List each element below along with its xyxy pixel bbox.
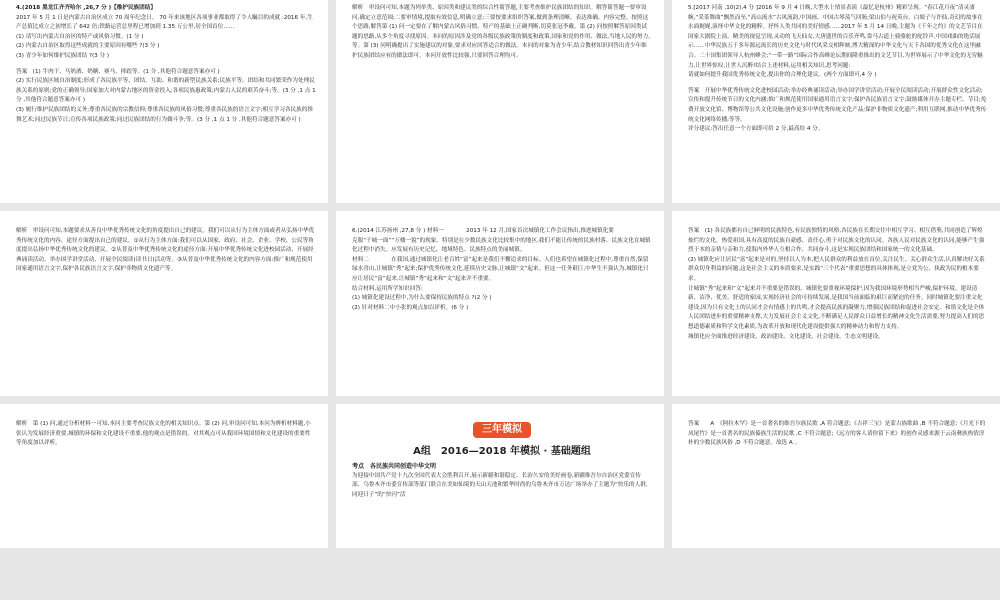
slide-4[interactable] <box>0 211 328 396</box>
slide-paragraph: 为迎接中国共产党十九次全国代表大会胜利召开,展示新疆和谐稳定、长治久安的美好画卷,新疆维吾尔自治区党委宣传部、乌鲁木齐市委宣传部等部门联合在美如仙境的天山天池和繁华时尚的乌鲁木齐市万达广场举办了主题为“快乐的人群,同迎日子”的“快闪”活 <box>352 472 648 498</box>
slide-paragraph: (3) 青少年如何维护民族团结 ?(3 分 ) <box>16 52 110 59</box>
slide-paragraph: 结合材料,运用所学知识回答: <box>352 285 423 292</box>
section-title: A组 2016—2018 年模拟 · 基础题组 <box>413 446 591 457</box>
slide-paragraph: 4.(2018 黑龙江齐齐哈尔 ,26,7 分 )【维护民族团结】 <box>16 5 156 11</box>
slide-paragraph: 5.[2017 河南 ,10(2),4 分 ]2016 年 9 月 4 日晚,大型水上情景表演《最忆是杭州》精彩呈现。“春江花月夜”清灵凄婉,“采茶舞曲”飘然而至,“高山流水”古风流韵,中国画、中国古琴荡气回肠;梁山伯与祝英台、白娘子与许仙,奇幻的故事在水面娓娓,演绎中华文化的精粹。抒怀人类共同的美好情感……2017 年 5 月 14 日晚,主题为《千年之约》的文艺节目在国家大剧院上演。精美的视觉呈现,灵动的飞天仙女,大唐盛世的百乐齐鸣,靠马古道上骑骆驼的驼铃声,中国戏曲的绝活展示……中华民族五千多年源远流长的历史文化与时代风采交相辉映,博大精深的中华文化与天下各国的优秀文化在这里融合。二十国集团领导人杭州峰会;“一带一路”国际合作高峰论坛期间隆重推出的文艺节目,为世界展示了中华文化的无穷魅力,让世界惊叹,让世人沉醉!结合上述材料,运用相关知识,思考问题: <box>688 5 983 69</box>
slide-paragraph: 评分建议:答出任意一个方面即可给 2 分,最高给 4 分。 <box>688 126 824 133</box>
slide-paragraph: 城镇化应全面推进经济建设、政治建设、文化建设、社会建设、生态文明建设。 <box>688 333 884 340</box>
section-subtitle: 考点 各民族共同创造中华文明 <box>352 463 437 470</box>
slide-paragraph: (2) 内蒙古自治区取得这些成就的主要原因有哪些 ?(3 分 ) <box>16 43 160 50</box>
slide-2[interactable] <box>336 0 664 203</box>
slide-paragraph: 2017 年 5 月 1 日是内蒙古自治区成立 70 周年纪念日。 70 年来该地区各项事业都取得了令人瞩目的成就 :2016 年,生产总值比成立之初增长了 642 倍;铁路运营总里程已增加到 1.35 万公里,居全国首位…… <box>16 14 313 31</box>
slide-8[interactable] <box>336 404 664 548</box>
slide-6[interactable] <box>672 211 1000 396</box>
slide-paragraph: (2) 实行民族区域自治制度;形成了各民族平等、团结、互助、和谐的新型民族关系;民族平等、团结和共同繁荣作为处理民族关系的原则;党的正确领导;国家加大对内蒙古地区的资金投入;各项民族惠政策;内蒙古人民的艰苦奋斗;等。(3 分 ,1 点 1 分 ,其他符合题意答案亦可 ) <box>16 78 316 104</box>
slide-paragraph: (1) 请写出内蒙古自治区的特产或风俗习惯。(1 分 ) <box>16 33 144 40</box>
slide-paragraph: (1) 城镇化建设过程中,为什么要保持民族的特点 ?(2 分 ) <box>352 295 492 302</box>
slide-paragraph: (2) 针对材料二中小张的观点加以评析。(6 分 ) <box>352 304 469 311</box>
slide-paragraph: 解析 审设问可知,本题要求从善良中华优秀传统文化的角度提出自己的建议。我们可以从行为主体方面或者从弘扬中华优秀传统文化的内容、途径方面提出自己的建议。①从行为主体方面:我们可以从国家、政府、社会、企业、学校、公民等角度提出弘扬中华优秀传统文化的建议。②从普及中华优秀传统文化的途径方面:开展中华优秀传统文化进校园活动、开展经典诵读活动、举办国学讲堂活动、开展全民阅读(读书日)活动等。③从普及中华优秀传统文化的内容方面:推广和规范使用国家通用语言文字,保护各民族语言文字,保护非物质文化遗产等。 <box>16 228 315 273</box>
slide-paragraph: (3) 履行维护民族团结的义务;尊重各民族的宗教信仰;尊重各民族的风俗习惯;尊重各民族的语言文字;相互学习各民族的推舞艺术;同过民族节日;宣传各项民族政策;同过民族团结的行为做斗争;等。(3 分 ,1 点 1 分 ,其他符合题意答案亦可 ) <box>16 106 313 123</box>
slide-paragraph: 解析 第 (1) 问,通过分析材料一可知,本问主要考查民族文化的相关知识点。第 (2) 问,审设问可知,本问为辨析材料题,小张认为发展经济重要,城镇的环保和文化建设不重要,他的观点是错误的。对其观点可从我国环境国情和文化建设的重要性等角度加以评析。 <box>16 421 311 447</box>
slide-paragraph: 答案 (1) 牛肉干、马奶酒、奶糖、赛马、摔跤等。(1 分 ,其他符合题意答案亦可 ) <box>16 68 220 75</box>
slide-paragraph: (2) 城镇化应让居民“富”起来是对的,坚持以人为本,把人民群众的利益放在首位,关注民生、关心群众生活,认真解决好关系群众切身利益的问题,这是社会主义的本质要求,是实践“三个代表”重要思想的具体体现,是立党为公、执政为民的根本要求。 <box>688 256 985 282</box>
slide-paragraph: 6.(2014 江苏扬州 ,27,8 分 ) 材料一 2013 年 12 月,国家首次城镇化工作会议指出,推进城镇化要 <box>352 228 614 234</box>
slide-paragraph: 克服“千城一面”“万楼一貌”的现象。特别是在少数民族文化比较集中的地区,我们不能让传统的民族村落、民族文化在城镇化过程中消失。应发展有历史记忆、地域特色、民族特点的美丽城镇。 <box>352 237 651 254</box>
slide-paragraph: 答案 A 《阿拉木罕》是一首著名的维吾尔族民歌 ,A 符合题意;《吉祥三宝》是蒙古族歌曲 ,B 不符合题意;《月光下的凤尾竹》是一首著名的民族傣族生活的民歌 ,C 不符合题意;《远方的客人请你留下来》的创作灵感来源于云南彝族热情淳朴的少数民族风俗 ,D 不符合题意。故选 A 。 <box>688 421 986 447</box>
section-tag-wrap <box>352 422 652 438</box>
slide-paragraph: 答案 开展中华优秀传统文化进校园活动;举办经典诵读活动;举办国学讲堂活动;开展全民阅读活动;开展群众性文化活动;宣传和提升传统节日的文化内涵;推广和规范使用国家通用语言文字;保护各民族语言文字;鼓励媒体开办主题专栏、节目;免费开放文化馆、博物馆等公共文化设施;创作更多中华优秀传统文化产品;保护非物质文化遗产;利用互联网,推动中华优秀传统文化网络传播;等等。 <box>688 87 987 123</box>
slide-paragraph: 解析 审设问可知,本题为列举类、原因类和建议类的综合性简答题,主要考查维护民族团结的知识。解答简答题一要审设问,确定立意范围;二要审情境,提取有效信息,明确立意;三要按要求组织答案,做到条理清晰、表达准确、内容完整。按照这个思路,解答第 (1) 问一定要在了解内蒙古风俗习惯、特产的基础上正确判断,切莫张冠李戴。第 (2) 问按照解答原因类试题的思路,从多个角度寻找原因。本问的原因涉及党的各级民族政策的制度和政策,国家和党的作用、做法,当地人民的努力,等。第 (3) 问明确提出了实施建议的对象,要求对应回答适合的做法。本问的对象为青少年,结合教材知识回答出青少年维护民族团结应有的做法即可。本问开放性比较强,只要回答合理均可。 <box>352 5 650 59</box>
slide-7[interactable] <box>0 404 328 548</box>
slide-1[interactable] <box>0 0 328 203</box>
slide-3[interactable] <box>672 0 1000 203</box>
slide-5[interactable] <box>336 211 664 396</box>
slide-paragraph: 让城镇“秀”起来和“文”起来并不重要是错误的。城镇化要重视环境保护,因为我国环境形势相当严峻,保护环境、建设清新、洁净、优美、舒适的家园,实现经济社会的可持续发展,是我国当前面临的艰巨而紧迫的任务。同时城镇化要注重文化建设,因为只有文化上的认同才会有情感上的共鸣,才会提高民族的凝聚力,增强民族团结和促进社会安定。和谐文化是全体人民团结进步的重要精神支撑,大力发展社会主义文化,不断满足人民群众日益增长的精神文化生活需要,努力提高人们的思想道德素质和科学文化素质,为改革开放和现代化建设提供强大的精神动力和智力支持。 <box>688 285 985 330</box>
section-tag: 三年模拟 <box>473 422 531 438</box>
slide-paragraph: 请就如何提升我国优秀传统文化,提出你的合理化建议。(两个方面即可,4 分 ) <box>688 72 877 79</box>
slide-paragraph: 材料二 在我国,通过城镇化让老百姓“富”起来是我们不懈追求的目标。人们也希望在城镇化过程中,尊重自然,保留绿水青山,让城镇“秀”起来;保护优秀传统文化,延续历史文脉,让城镇“文”起来。但这一任务艰巨,中华生不强认为,城镇化只应让居民“富”起来,让城镇“秀”起来和“文”起来并不重要。 <box>352 256 649 282</box>
slide-paragraph: 答案 (1) 各民族都有自己鲜明的民族特色,有民族独特的风格,各民族在长期交往中相互学习、相互借鉴,共同创造了辉煌灿烂的文化。热爱祖国,具有高度的民族自豪感、责任心,勇于对民族文化的认同。各族人民对民族文化的认同,能够产生强烈于本的亲情与亲和力,使海内外华人互相合作、共同奋斗,这是实现民族团结和国家统一的文化基础。 <box>688 228 985 254</box>
slide-9[interactable] <box>672 404 1000 548</box>
